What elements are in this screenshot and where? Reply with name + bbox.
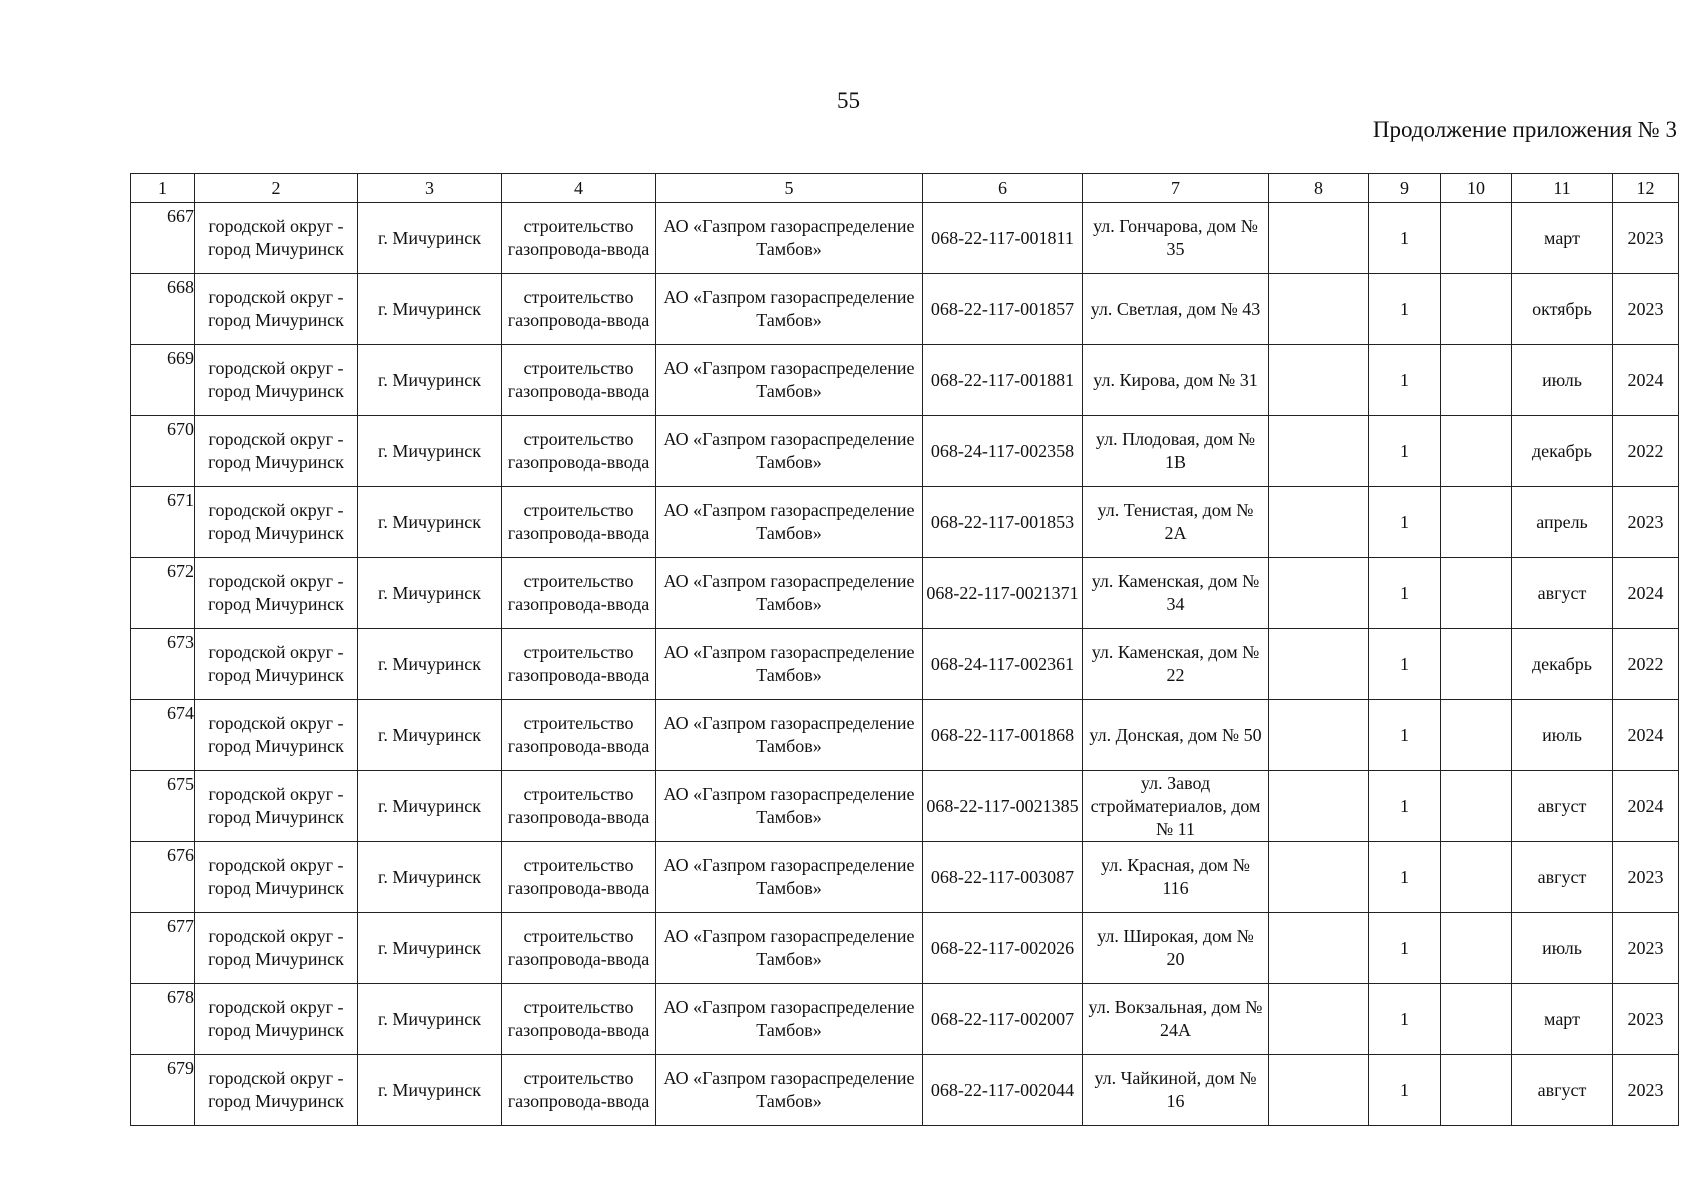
quantity-cell: 1 (1369, 629, 1441, 700)
work-type-cell: строительство газопровода-ввода (502, 558, 656, 629)
district-cell: городской округ - город Мичуринск (195, 700, 358, 771)
col-10-cell (1441, 700, 1512, 771)
month-cell: август (1512, 558, 1613, 629)
table-row (131, 416, 1679, 487)
month-cell: август (1512, 771, 1613, 842)
year-cell: 2022 (1613, 629, 1679, 700)
year-cell: 2023 (1613, 913, 1679, 984)
district-cell: городской округ - город Мичуринск (195, 913, 358, 984)
district-cell: городской округ - город Мичуринск (195, 629, 358, 700)
month-cell: июль (1512, 700, 1613, 771)
code-cell: 068-22-117-002007 (923, 984, 1083, 1055)
work-type-cell: строительство газопровода-ввода (502, 274, 656, 345)
organization-cell: АО «Газпром газораспределение Тамбов» (656, 629, 923, 700)
month-cell: август (1512, 1055, 1613, 1126)
code-cell: 068-22-117-002044 (923, 1055, 1083, 1126)
page-caption: Продолжение приложения № 3 (1372, 117, 1677, 142)
quantity-cell: 1 (1369, 274, 1441, 345)
month-cell: апрель (1512, 487, 1613, 558)
table-body (131, 203, 1679, 1126)
column-header-9: 9 (1369, 174, 1441, 203)
year-cell: 2024 (1613, 345, 1679, 416)
row-number: 672 (131, 558, 195, 629)
city-cell: г. Мичуринск (358, 771, 502, 842)
organization-cell: АО «Газпром газораспределение Тамбов» (656, 1055, 923, 1126)
city-cell: г. Мичуринск (358, 1055, 502, 1126)
column-header-7: 7 (1083, 174, 1269, 203)
work-type-cell: строительство газопровода-ввода (502, 629, 656, 700)
address-cell: ул. Плодовая, дом № 1В (1083, 416, 1269, 487)
row-number: 667 (131, 203, 195, 274)
address-cell: ул. Завод стройматериалов, дом № 11 (1083, 771, 1269, 842)
organization-cell: АО «Газпром газораспределение Тамбов» (656, 913, 923, 984)
row-number: 668 (131, 274, 195, 345)
col-8-cell (1269, 274, 1369, 345)
quantity-cell: 1 (1369, 487, 1441, 558)
column-header-12: 12 (1613, 174, 1679, 203)
organization-cell: АО «Газпром газораспределение Тамбов» (656, 416, 923, 487)
col-8-cell (1269, 203, 1369, 274)
year-cell: 2023 (1613, 487, 1679, 558)
row-number: 671 (131, 487, 195, 558)
district-cell: городской округ - город Мичуринск (195, 1055, 358, 1126)
year-cell: 2023 (1613, 274, 1679, 345)
header-row (131, 174, 1679, 203)
organization-cell: АО «Газпром газораспределение Тамбов» (656, 203, 923, 274)
work-type-cell: строительство газопровода-ввода (502, 1055, 656, 1126)
year-cell: 2022 (1613, 416, 1679, 487)
code-cell: 068-22-117-001853 (923, 487, 1083, 558)
table-row (131, 771, 1679, 842)
column-header-1: 1 (131, 174, 195, 203)
col-10-cell (1441, 487, 1512, 558)
address-cell: ул. Каменская, дом № 34 (1083, 558, 1269, 629)
organization-cell: АО «Газпром газораспределение Тамбов» (656, 984, 923, 1055)
work-type-cell: строительство газопровода-ввода (502, 984, 656, 1055)
column-header-6: 6 (923, 174, 1083, 203)
work-type-cell: строительство газопровода-ввода (502, 700, 656, 771)
address-cell: ул. Вокзальная, дом № 24А (1083, 984, 1269, 1055)
district-cell: городской округ - город Мичуринск (195, 558, 358, 629)
col-10-cell (1441, 203, 1512, 274)
organization-cell: АО «Газпром газораспределение Тамбов» (656, 700, 923, 771)
year-cell: 2024 (1613, 771, 1679, 842)
organization-cell: АО «Газпром газораспределение Тамбов» (656, 274, 923, 345)
city-cell: г. Мичуринск (358, 984, 502, 1055)
col-10-cell (1441, 416, 1512, 487)
col-10-cell (1441, 984, 1512, 1055)
col-8-cell (1269, 416, 1369, 487)
col-8-cell (1269, 771, 1369, 842)
page-number: 55 (837, 88, 860, 113)
table-row (131, 274, 1679, 345)
col-10-cell (1441, 629, 1512, 700)
city-cell: г. Мичуринск (358, 629, 502, 700)
table-row (131, 203, 1679, 274)
city-cell: г. Мичуринск (358, 700, 502, 771)
address-cell: ул. Гончарова, дом № 35 (1083, 203, 1269, 274)
city-cell: г. Мичуринск (358, 274, 502, 345)
city-cell: г. Мичуринск (358, 558, 502, 629)
year-cell: 2023 (1613, 842, 1679, 913)
row-number: 675 (131, 771, 195, 842)
quantity-cell: 1 (1369, 203, 1441, 274)
quantity-cell: 1 (1369, 700, 1441, 771)
column-header-2: 2 (195, 174, 358, 203)
city-cell: г. Мичуринск (358, 913, 502, 984)
column-header-5: 5 (656, 174, 923, 203)
address-cell: ул. Тенистая, дом № 2А (1083, 487, 1269, 558)
district-cell: городской округ - город Мичуринск (195, 345, 358, 416)
row-number: 678 (131, 984, 195, 1055)
year-cell: 2023 (1613, 1055, 1679, 1126)
year-cell: 2024 (1613, 558, 1679, 629)
address-cell: ул. Чайкиной, дом № 16 (1083, 1055, 1269, 1126)
column-header-8: 8 (1269, 174, 1369, 203)
code-cell: 068-22-117-002026 (923, 913, 1083, 984)
city-cell: г. Мичуринск (358, 416, 502, 487)
quantity-cell: 1 (1369, 345, 1441, 416)
year-cell: 2023 (1613, 203, 1679, 274)
work-type-cell: строительство газопровода-ввода (502, 771, 656, 842)
work-type-cell: строительство газопровода-ввода (502, 913, 656, 984)
table-row (131, 487, 1679, 558)
row-number: 669 (131, 345, 195, 416)
table-row (131, 913, 1679, 984)
organization-cell: АО «Газпром газораспределение Тамбов» (656, 345, 923, 416)
column-header-4: 4 (502, 174, 656, 203)
col-8-cell (1269, 558, 1369, 629)
column-header-10: 10 (1441, 174, 1512, 203)
table-row (131, 558, 1679, 629)
district-cell: городской округ - город Мичуринск (195, 416, 358, 487)
month-cell: июль (1512, 913, 1613, 984)
quantity-cell: 1 (1369, 771, 1441, 842)
row-number: 674 (131, 700, 195, 771)
month-cell: декабрь (1512, 416, 1613, 487)
address-cell: ул. Светлая, дом № 43 (1083, 274, 1269, 345)
address-cell: ул. Кирова, дом № 31 (1083, 345, 1269, 416)
address-cell: ул. Широкая, дом № 20 (1083, 913, 1269, 984)
table-row (131, 700, 1679, 771)
col-10-cell (1441, 274, 1512, 345)
col-10-cell (1441, 558, 1512, 629)
column-header-3: 3 (358, 174, 502, 203)
data-table (130, 173, 1679, 1126)
address-cell: ул. Донская, дом № 50 (1083, 700, 1269, 771)
quantity-cell: 1 (1369, 984, 1441, 1055)
year-cell: 2024 (1613, 700, 1679, 771)
col-10-cell (1441, 842, 1512, 913)
col-10-cell (1441, 345, 1512, 416)
code-cell: 068-22-117-001868 (923, 700, 1083, 771)
code-cell: 068-24-117-002361 (923, 629, 1083, 700)
table-row (131, 984, 1679, 1055)
district-cell: городской округ - город Мичуринск (195, 274, 358, 345)
work-type-cell: строительство газопровода-ввода (502, 416, 656, 487)
row-number: 676 (131, 842, 195, 913)
month-cell: декабрь (1512, 629, 1613, 700)
work-type-cell: строительство газопровода-ввода (502, 487, 656, 558)
code-cell: 068-22-117-001881 (923, 345, 1083, 416)
district-cell: городской округ - город Мичуринск (195, 487, 358, 558)
work-type-cell: строительство газопровода-ввода (502, 345, 656, 416)
col-8-cell (1269, 1055, 1369, 1126)
organization-cell: АО «Газпром газораспределение Тамбов» (656, 487, 923, 558)
col-10-cell (1441, 771, 1512, 842)
city-cell: г. Мичуринск (358, 842, 502, 913)
row-number: 679 (131, 1055, 195, 1126)
quantity-cell: 1 (1369, 558, 1441, 629)
month-cell: июль (1512, 345, 1613, 416)
col-10-cell (1441, 913, 1512, 984)
quantity-cell: 1 (1369, 416, 1441, 487)
city-cell: г. Мичуринск (358, 487, 502, 558)
code-cell: 068-22-117-0021385 (923, 771, 1083, 842)
column-header-11: 11 (1512, 174, 1613, 203)
city-cell: г. Мичуринск (358, 203, 502, 274)
col-8-cell (1269, 629, 1369, 700)
code-cell: 068-22-117-001857 (923, 274, 1083, 345)
district-cell: городской округ - город Мичуринск (195, 771, 358, 842)
col-10-cell (1441, 1055, 1512, 1126)
organization-cell: АО «Газпром газораспределение Тамбов» (656, 771, 923, 842)
col-8-cell (1269, 913, 1369, 984)
address-cell: ул. Каменская, дом № 22 (1083, 629, 1269, 700)
col-8-cell (1269, 487, 1369, 558)
code-cell: 068-24-117-002358 (923, 416, 1083, 487)
work-type-cell: строительство газопровода-ввода (502, 203, 656, 274)
code-cell: 068-22-117-001811 (923, 203, 1083, 274)
code-cell: 068-22-117-0021371 (923, 558, 1083, 629)
quantity-cell: 1 (1369, 913, 1441, 984)
col-8-cell (1269, 984, 1369, 1055)
month-cell: март (1512, 203, 1613, 274)
organization-cell: АО «Газпром газораспределение Тамбов» (656, 558, 923, 629)
code-cell: 068-22-117-003087 (923, 842, 1083, 913)
quantity-cell: 1 (1369, 1055, 1441, 1126)
row-number: 677 (131, 913, 195, 984)
work-type-cell: строительство газопровода-ввода (502, 842, 656, 913)
col-8-cell (1269, 842, 1369, 913)
quantity-cell: 1 (1369, 842, 1441, 913)
row-number: 673 (131, 629, 195, 700)
month-cell: октябрь (1512, 274, 1613, 345)
organization-cell: АО «Газпром газораспределение Тамбов» (656, 842, 923, 913)
col-8-cell (1269, 345, 1369, 416)
month-cell: март (1512, 984, 1613, 1055)
table-row (131, 345, 1679, 416)
district-cell: городской округ - город Мичуринск (195, 984, 358, 1055)
district-cell: городской округ - город Мичуринск (195, 842, 358, 913)
city-cell: г. Мичуринск (358, 345, 502, 416)
table-row (131, 842, 1679, 913)
table-row (131, 629, 1679, 700)
col-8-cell (1269, 700, 1369, 771)
month-cell: август (1512, 842, 1613, 913)
address-cell: ул. Красная, дом № 116 (1083, 842, 1269, 913)
table-row (131, 1055, 1679, 1126)
year-cell: 2023 (1613, 984, 1679, 1055)
district-cell: городской округ - город Мичуринск (195, 203, 358, 274)
row-number: 670 (131, 416, 195, 487)
